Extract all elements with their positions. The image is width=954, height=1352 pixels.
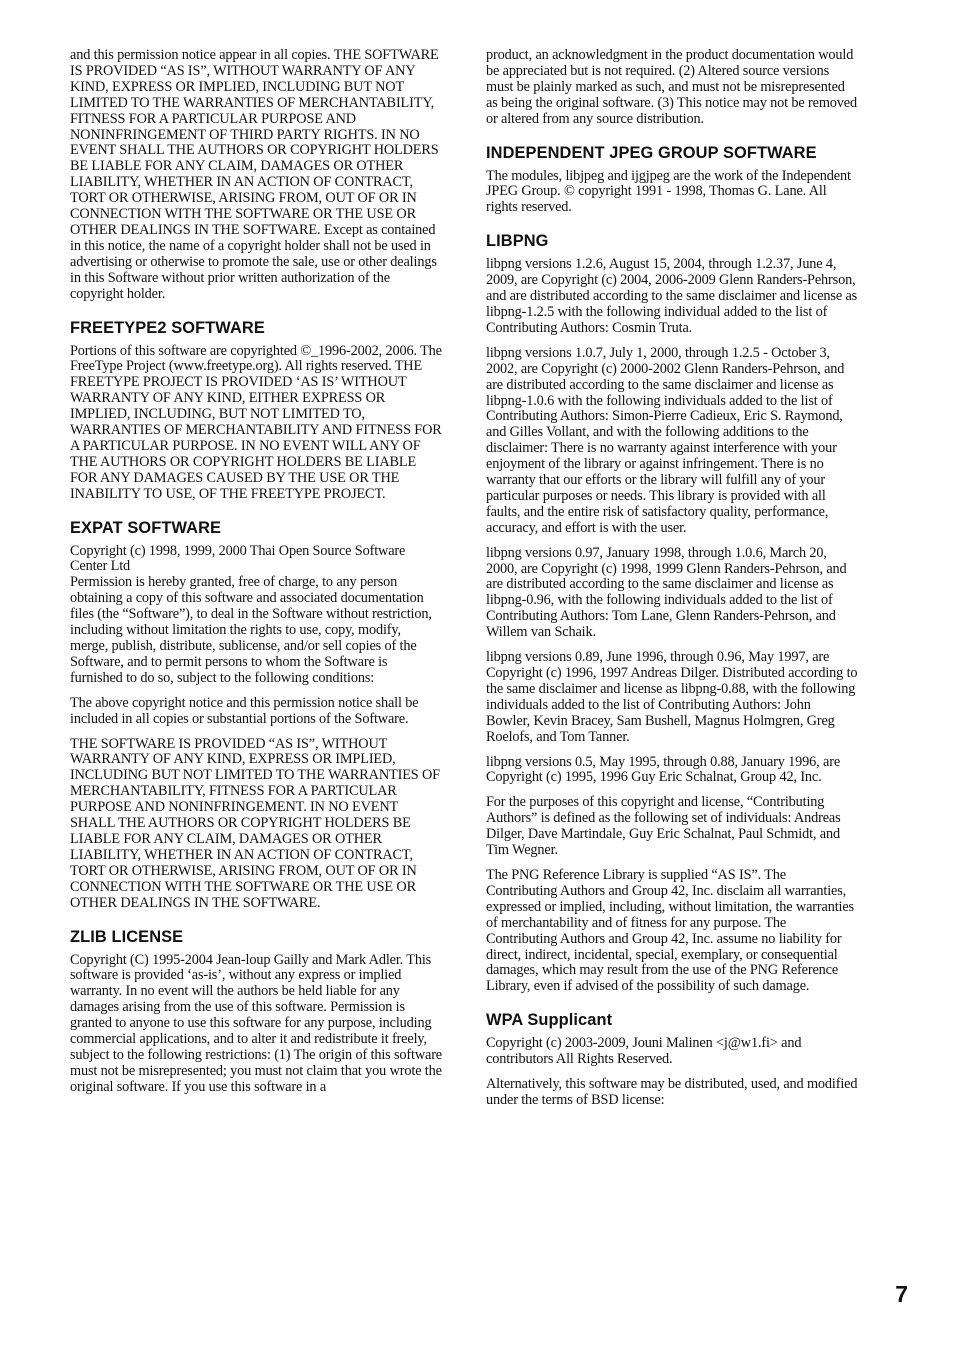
- expat-warranty: THE SOFTWARE IS PROVIDED “AS IS”, WITHOUT WARRANTY OF ANY KIND, EXPRESS OR IMPLIED, INCLUDING BUT NOT LIMITED TO THE WARRANTIES OF MERCHANTABILITY, FITNESS FOR A PARTICULAR PURPOSE AND NONINFRINGEMENT. IN NO EVENT SHALL THE AUTHORS OR COPYRIGHT HOLDERS BE LIABLE FOR ANY CLAIM, DAMAGES OR OTHER LIABILITY, WHETHER IN AN ACTION OF CONTRACT, TORT OR OTHERWISE, ARISING FROM, OUT OF OR IN CONNECTION WITH THE SOFTWARE OR THE USE OR OTHER DEALINGS IN THE SOFTWARE.: [70, 735, 440, 911]
- libpng-paragraph-2: libpng versions 1.0.7, July 1, 2000, through 1.2.5 - October 3, 2002, are Copyright (c) 2000-2002 Glenn Randers-Pehrson, and are distributed according to the same disclaimer and license as libpng-1.0.6 with the following individuals added to the list of Contributing Authors: Simon-Pierre Cadieux, Eric S. Raymond, and Gilles Vollant, and with the following additions to the disclaimer: There is no warranty against interference with your enjoyment of the library or against infringement. There is no warranty that our efforts or the library will fulfill any of your particular purposes or needs. This library is provided with all faults, and the entire risk of satisfactory quality, performance, accuracy, and effort is with the user.: [486, 344, 845, 536]
- license-continuation-paragraph: and this permission notice appear in all copies. THE SOFTWARE IS PROVIDED “AS IS”, WITHOUT WARRANTY OF ANY KIND, EXPRESS OR IMPLIED, INCLUDING BUT NOT LIMITED TO THE WARRANTIES OF MERCHANTABILITY, FITNESS FOR A PARTICULAR PURPOSE AND NONINFRINGEMENT OF THIRD PARTY RIGHTS. IN NO EVENT SHALL THE AUTHORS OR COPYRIGHT HOLDERS BE LIABLE FOR ANY CLAIM, DAMAGES OR OTHER LIABILITY, WHETHER IN AN ACTION OF CONTRACT, TORT OR OTHERWISE, ARISING FROM, OUT OF OR IN CONNECTION WITH THE SOFTWARE OR THE USE OR OTHER DEALINGS IN THE SOFTWARE. Except as contained in this notice, the name of a copyright holder shall not be used in advertising or otherwise to promote the sale, use or other dealings in this Software without prior written authorization of the copyright holder.: [70, 47, 439, 302]
- wpa-paragraph-2: Alternatively, this software may be distributed, used, and modified under the terms of BSD license:: [486, 1076, 858, 1108]
- expat-heading: EXPAT SOFTWARE: [70, 518, 222, 537]
- libpng-paragraph-6: For the purposes of this copyright and license, “Contributing Authors” is defined as the following set of individuals: Andreas Dilger, Dave Martindale, Guy Eric Schalnat, Paul Schmidt, and Tim Wegner.: [486, 794, 841, 859]
- libpng-heading: LIBPNG: [486, 232, 549, 251]
- wpa-heading: WPA Supplicant: [486, 1011, 613, 1030]
- left-column: [70, 48, 442, 1105]
- libpng-paragraph-5: libpng versions 0.5, May 1995, through 0.88, January 1996, are Copyright (c) 1995, 1996 Guy Eric Schalnat, Group 42, Inc.: [486, 753, 841, 786]
- ijg-heading: INDEPENDENT JPEG GROUP SOFTWARE: [486, 143, 817, 162]
- libpng-paragraph-1: libpng versions 1.2.6, August 15, 2004, through 1.2.37, June 4, 2009, are Copyright (c) 2004, 2006-2009 Glenn Randers-Pehrson, and are distributed according to the same disclaimer and license as libpng-1.2.5 with the following individual added to the list of Contributing Authors: Cosmin Truta.: [486, 256, 858, 336]
- zlib-continued-paragraph: product, an acknowledgment in the product documentation would be appreciated but is not required. (2) Altered source versions must be plainly marked as such, and must not be misrepresented as being the original software. (3) This notice may not be removed or altered from any source distribution.: [486, 47, 857, 127]
- expat-notice: The above copyright notice and this permission notice shall be included in all copies or substantial portions of the Software.: [70, 694, 419, 727]
- freetype-heading: FREETYPE2 SOFTWARE: [70, 318, 265, 337]
- ijg-paragraph: The modules, libjpeg and ijgjpeg are the work of the Independent JPEG Group. © copyright 1991 - 1998, Thomas G. Lane. All rights reserved.: [486, 167, 851, 216]
- expat-copyright: Copyright (c) 1998, 1999, 2000 Thai Open Source Software Center Ltd: [70, 542, 406, 575]
- libpng-paragraph-3: libpng versions 0.97, January 1998, through 1.0.6, March 20, 2000, are Copyright (c) 1998, 1999 Glenn Randers-Pehrson, and are distributed according to the same disclaimer and license as libpng-0.96, with the following individuals added to the list of Contributing Authors: Tom Lane, Glenn Randers-Pehrson, and Willem van Schaik.: [486, 544, 847, 641]
- zlib-paragraph: Copyright (C) 1995-2004 Jean-loup Gailly and Mark Adler. This software is provided ‘as-is’, without any express or implied warranty. In no event will the authors be held liable for any damages arising from the use of this software. Permission is granted to anyone to use this software for any purpose, including commercial applications, and to alter it and redistribute it freely, subject to the following restrictions: (1) The origin of this software must not be misrepresented; you must not claim that you wrote the original software. If you use this software in a: [70, 951, 442, 1095]
- zlib-heading: ZLIB LICENSE: [70, 927, 184, 946]
- page-number: 7: [895, 1281, 908, 1307]
- right-column: [486, 48, 858, 1118]
- freetype-paragraph: Portions of this software are copyrighted ©_1996-2002, 2006. The FreeType Project (www.freetype.org). All rights reserved. THE FREETYPE PROJECT IS PROVIDED ‘AS IS’ WITHOUT WARRANTY OF ANY KIND, EITHER EXPRESS OR IMPLIED, INCLUDING, BUT NOT LIMITED TO, WARRANTIES OF MERCHANTABILITY AND FITNESS FOR A PARTICULAR PURPOSE. IN NO EVENT WILL ANY OF THE AUTHORS OR COPYRIGHT HOLDERS BE LIABLE FOR ANY DAMAGES CAUSED BY THE USE OR THE INABILITY TO USE, OF THE FREETYPE PROJECT.: [70, 342, 442, 502]
- libpng-paragraph-7: The PNG Reference Library is supplied “AS IS”. The Contributing Authors and Group 42, Inc. disclaim all warranties, expressed or implied, including, without limitation, the warranties of merchantability and of fitness for any purpose. The Contributing Authors and Group 42, Inc. assume no liability for direct, indirect, incidental, special, exemplary, or consequential damages, which may result from the use of the PNG Reference Library, even if advised of the possibility of such damage.: [486, 866, 854, 995]
- wpa-paragraph-1: Copyright (c) 2003-2009, Jouni Malinen <j@w1.fi> and contributors All Rights Reserved.: [486, 1035, 802, 1068]
- expat-permission: Permission is hereby granted, free of charge, to any person obtaining a copy of this software and associated documentation files (the “Software”), to deal in the Software without restriction, including without limitation the rights to use, copy, modify, merge, publish, distribute, sublicense, and/or sell copies of the Software, and to permit persons to whom the Software is furnished to do so, subject to the following conditions:: [70, 574, 432, 686]
- libpng-paragraph-4: libpng versions 0.89, June 1996, through 0.96, May 1997, are Copyright (c) 1996, 1997 Andreas Dilger. Distributed according to the same disclaimer and license as libpng-0.88, with the following individuals added to the list of Contributing Authors: John Bowler, Kevin Bracey, Sam Bushell, Magnus Holmgren, Greg Roelofs, and Tom Tanner.: [486, 649, 858, 745]
